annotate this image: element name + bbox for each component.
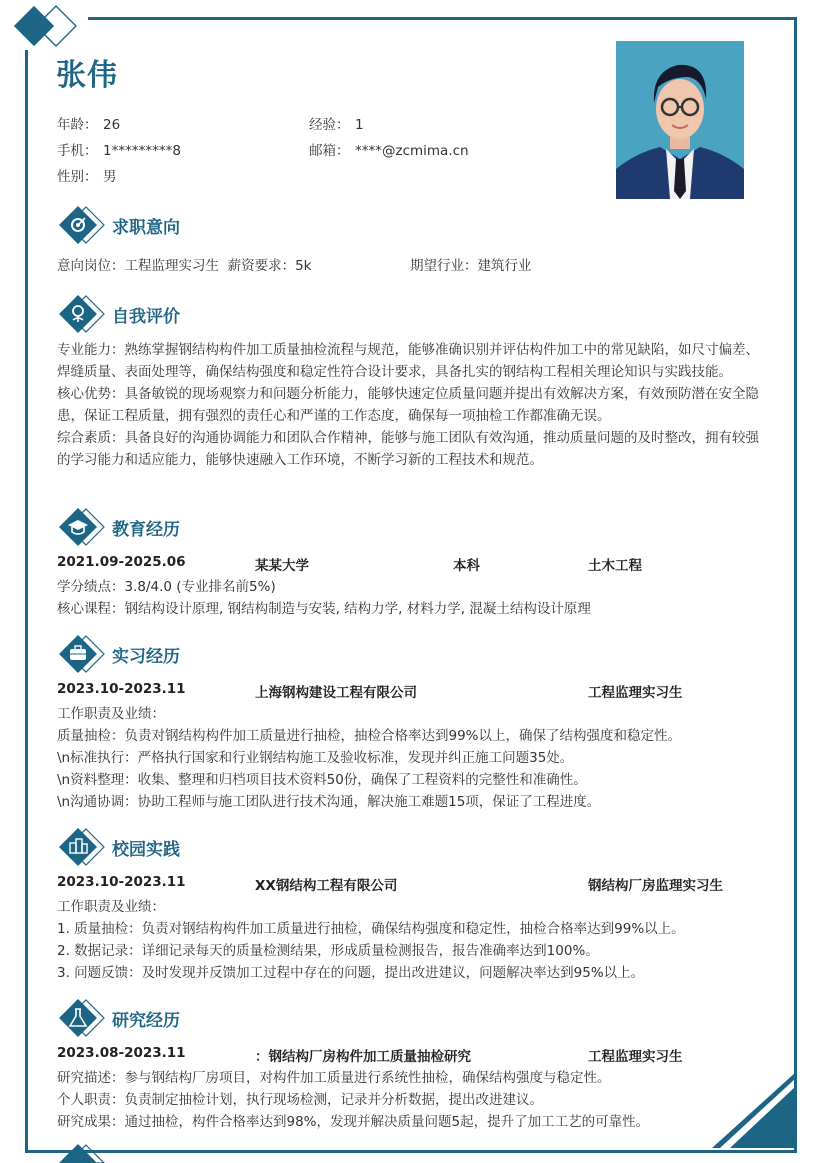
experience-field bbox=[309, 113, 364, 133]
corner-diamond-icon bbox=[8, 4, 80, 48]
section-header-research bbox=[58, 998, 180, 1038]
target-icon bbox=[58, 205, 108, 245]
flower-icon bbox=[58, 294, 108, 334]
section-header-self-eval bbox=[58, 294, 180, 334]
self-eval-paragraph: 核心优势：具备敏锐的现场观察力和问题分析能力，能够快速定位质量问题并提出有效解决方案，有效预防潜在安全隐患，保证工程质量，拥有强烈的责任心和严谨的工作态度，确保每一项抽检工作都准确无误。 bbox=[57, 386, 759, 424]
internship-line: \n标准执行：严格执行国家和行业钢结构施工及验收标准，发现并纠正施工问题35处。 bbox=[57, 750, 574, 766]
section-title-internship: 实习经历 bbox=[112, 646, 180, 667]
internship-header-row bbox=[57, 681, 769, 703]
campus-line: 2. 数据记录：详细记录每天的质量检测结果，形成质量检测报告，报告准确率达到100%。 bbox=[57, 943, 599, 959]
section-header-campus bbox=[58, 827, 180, 867]
research-line: 研究描述：参与钢结构厂房项目，对构件加工质量进行系统性抽检，确保结构强度与稳定性。 bbox=[57, 1070, 611, 1086]
research-period: 2023.08-2023.11 bbox=[57, 1045, 186, 1061]
intent-salary: 薪资要求：5k bbox=[227, 258, 312, 274]
campus-line: 1. 质量抽检：负责对钢结构构件加工质量进行抽检，确保结构强度和稳定性，抽检合格率达到99%以上。 bbox=[57, 921, 685, 937]
self-eval-paragraph: 综合素质：具备良好的沟通协调能力和团队合作精神，能够与施工团队有效沟通，推动质量问题的及时整改，拥有较强的学习能力和适应能力，能够快速融入工作环境，不断学习新的工程技术和规范。 bbox=[57, 430, 759, 468]
frame-bottom-border bbox=[25, 1150, 797, 1153]
next-section-icon bbox=[58, 1143, 108, 1163]
section-title-campus: 校园实践 bbox=[112, 839, 180, 860]
section-title-intent: 求职意向 bbox=[112, 217, 180, 238]
portrait-photo bbox=[616, 41, 744, 199]
campus-header-row bbox=[57, 874, 769, 896]
internship-line: \n资料整理：收集、整理和归档项目技术资料50份，确保了工程资料的完整性和准确性。 bbox=[57, 772, 587, 788]
gender-label: 性别： bbox=[57, 169, 98, 185]
internship-period: 2023.10-2023.11 bbox=[57, 681, 186, 697]
section-title-research: 研究经历 bbox=[112, 1010, 180, 1031]
internship-line: 质量抽检：负责对钢结构构件加工质量进行抽检，抽检合格率达到99%以上，确保了结构强度和稳定性。 bbox=[57, 728, 682, 744]
gender-value: 男 bbox=[103, 169, 117, 185]
research-body bbox=[57, 1067, 769, 1133]
building-icon bbox=[58, 827, 108, 867]
frame-right-border bbox=[794, 17, 797, 1153]
campus-role: 钢结构厂房监理实习生 bbox=[588, 878, 723, 894]
experience-value: 1 bbox=[355, 117, 364, 133]
email-label: 邮箱： bbox=[309, 143, 350, 159]
section-title-education: 教育经历 bbox=[112, 519, 180, 540]
education-header-row bbox=[57, 554, 769, 576]
research-line: 个人职责：负责制定抽检计划，执行现场检测，记录并分析数据，提出改进建议。 bbox=[57, 1092, 543, 1108]
briefcase-icon bbox=[58, 634, 108, 674]
age-field bbox=[57, 113, 120, 133]
intent-row bbox=[57, 255, 769, 277]
research-header-row bbox=[57, 1045, 769, 1067]
graduation-cap-icon bbox=[58, 507, 108, 547]
phone-field bbox=[57, 139, 181, 159]
frame-left-border bbox=[25, 50, 28, 1152]
experience-label: 经验： bbox=[309, 117, 350, 133]
campus-company: XX钢结构工程有限公司 bbox=[255, 878, 398, 894]
education-body bbox=[57, 576, 769, 620]
frame-top-border bbox=[88, 17, 796, 20]
internship-body bbox=[57, 703, 769, 813]
education-degree: 本科 bbox=[453, 558, 480, 574]
intent-industry: 期望行业：建筑行业 bbox=[410, 258, 532, 274]
self-eval-paragraph: 专业能力：熟练掌握钢结构构件加工质量抽检流程与规范，能够准确识别并评估构件加工中的常见缺陷，如尺寸偏差、焊缝质量、表面处理等，确保结构强度和稳定性符合设计要求，具备扎实的钢结构工程相关理论知识与实践技能。 bbox=[57, 342, 759, 380]
internship-line: \n沟通协调：协助工程师与施工团队进行技术沟通，解决施工难题15项，保证了工程进度。 bbox=[57, 794, 601, 810]
campus-line: 3. 问题反馈：及时发现并反馈加工过程中存在的问题，提出改进建议，问题解决率达到95%以上。 bbox=[57, 965, 645, 981]
education-major: 土木工程 bbox=[588, 558, 642, 574]
phone-value: 1*********8 bbox=[103, 143, 181, 159]
age-label: 年龄： bbox=[57, 117, 98, 133]
section-header-intent bbox=[58, 205, 180, 245]
flask-icon bbox=[58, 998, 108, 1038]
section-header-internship bbox=[58, 634, 180, 674]
email-field bbox=[309, 139, 469, 159]
email-value: ****@zcmima.cn bbox=[355, 143, 469, 159]
intent-position: 意向岗位：工程监理实习生 bbox=[57, 258, 219, 274]
candidate-name: 张伟 bbox=[56, 58, 118, 93]
campus-line: 工作职责及业绩： bbox=[57, 899, 165, 915]
education-line: 学分绩点：3.8/4.0 (专业排名前5%) bbox=[57, 579, 276, 595]
internship-company: 上海钢构建设工程有限公司 bbox=[255, 685, 417, 701]
gender-field bbox=[57, 165, 117, 185]
education-period: 2021.09-2025.06 bbox=[57, 554, 186, 570]
research-role: 工程监理实习生 bbox=[588, 1049, 683, 1065]
section-header-education bbox=[58, 507, 180, 547]
research-project: ：钢结构厂房构件加工质量抽检研究 bbox=[255, 1049, 471, 1065]
internship-role: 工程监理实习生 bbox=[588, 685, 683, 701]
campus-body bbox=[57, 896, 769, 984]
education-line: 核心课程：钢结构设计原理, 钢结构制造与安装, 结构力学, 材料力学, 混凝土结构设计原理 bbox=[57, 601, 591, 617]
phone-label: 手机： bbox=[57, 143, 98, 159]
research-line: 研究成果：通过抽检，构件合格率达到98%，发现并解决质量问题5起，提升了加工工艺的可靠性。 bbox=[57, 1114, 650, 1130]
section-title-self-eval: 自我评价 bbox=[112, 306, 180, 327]
self-eval-body bbox=[57, 339, 769, 471]
education-school: 某某大学 bbox=[255, 558, 309, 574]
age-value: 26 bbox=[103, 117, 121, 133]
internship-line: 工作职责及业绩： bbox=[57, 706, 165, 722]
campus-period: 2023.10-2023.11 bbox=[57, 874, 186, 890]
